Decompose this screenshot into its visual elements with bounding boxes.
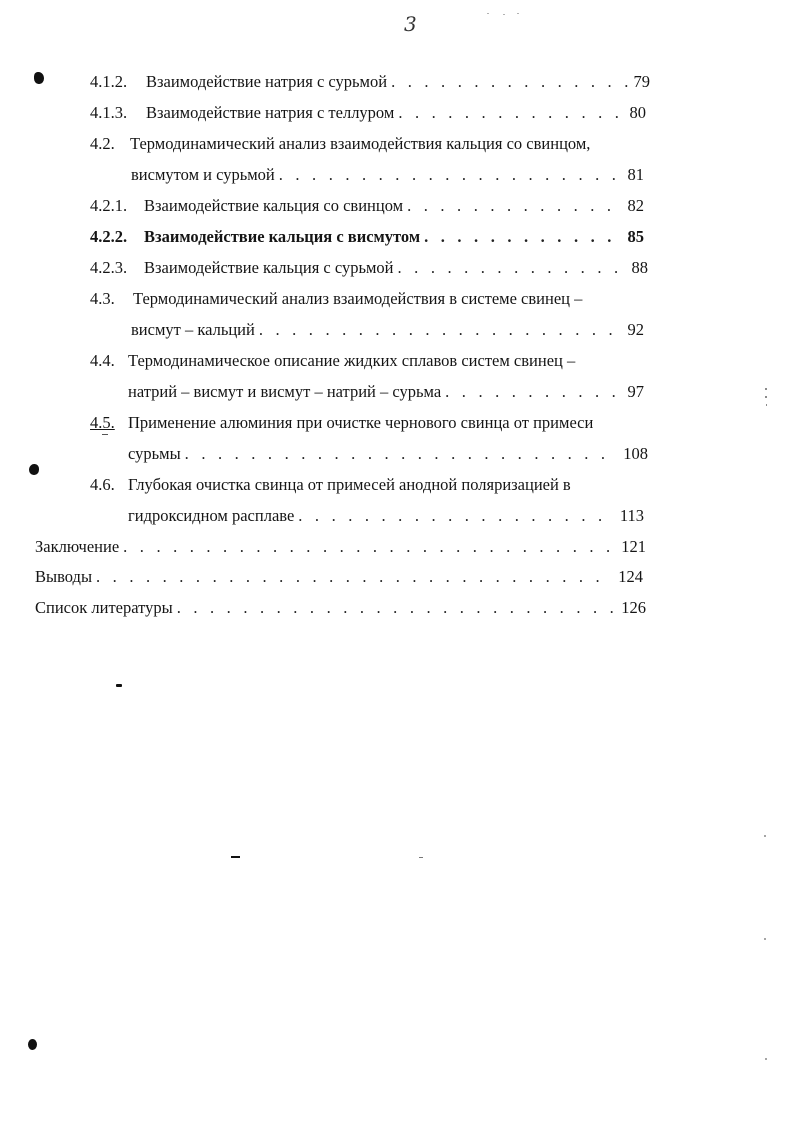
- toc-entry-4-6: [90, 475, 650, 495]
- toc-entry-4-5-continued: [128, 444, 648, 464]
- toc-entry-number: 4.4.: [90, 351, 115, 370]
- dot-leader: [445, 382, 621, 402]
- dot-leader: [298, 506, 614, 526]
- scan-speck: [102, 434, 108, 435]
- scan-speck: [764, 835, 766, 837]
- toc-entry-page: 126: [621, 598, 646, 617]
- toc-entry-references: [35, 598, 646, 618]
- toc-entry-page: 97: [627, 382, 644, 401]
- toc-entry-page: 85: [627, 227, 644, 246]
- toc-entry-page: 88: [631, 258, 648, 277]
- toc-entry-4-5: [90, 413, 650, 433]
- toc-entry-4-2-continued: [131, 165, 644, 185]
- toc-entry-title-continued: натрий – висмут и висмут – натрий – сурьма: [128, 382, 442, 401]
- scan-speck: [765, 1058, 767, 1060]
- toc-entry-page: 108: [623, 444, 648, 463]
- scan-speck: [765, 396, 767, 398]
- toc-entry-title-continued: висмутом и сурьмой: [131, 165, 275, 184]
- punch-hole-mark: [29, 464, 39, 475]
- scan-speck: [231, 856, 240, 858]
- scan-speck: [487, 13, 489, 14]
- toc-entry-4-3-continued: [131, 320, 644, 340]
- toc-entry-title: Глубокая очистка свинца от примесей анодной поляризацией в: [128, 475, 571, 494]
- toc-entry-page: 92: [627, 320, 644, 339]
- toc-entry-title: Термодинамический анализ взаимодействия в системе свинец –: [133, 289, 583, 308]
- toc-entry-title-continued: гидроксидном расплаве: [128, 506, 295, 525]
- toc-entry-findings: [35, 567, 643, 587]
- toc-entry-4-4: [90, 351, 650, 371]
- toc-entry-4-1-3: [90, 103, 646, 123]
- toc-entry-4-3: [90, 289, 650, 309]
- punch-hole-mark: [34, 72, 44, 84]
- toc-entry-4-2-3: [90, 258, 648, 278]
- toc-entry-title: Взаимодействие кальция со свинцом: [144, 196, 404, 215]
- dot-leader: [279, 165, 622, 185]
- scan-speck: [765, 388, 767, 390]
- toc-entry-4-4-continued: [128, 382, 644, 402]
- toc-entry-title: Заключение: [35, 537, 120, 556]
- dot-leader: [398, 103, 623, 123]
- scan-speck: [419, 857, 423, 858]
- toc-entry-title: Список литературы: [35, 598, 173, 617]
- scan-speck: [116, 684, 122, 687]
- toc-entry-page: 124: [618, 567, 643, 586]
- toc-entry-number: 4.3.: [90, 289, 115, 308]
- toc-entry-4-2-1: [90, 196, 644, 216]
- toc-entry-number: 4.2.1.: [90, 196, 128, 215]
- toc-entry-title: Взаимодействие натрия с теллуром: [146, 103, 395, 122]
- dot-leader: [123, 537, 615, 557]
- page-number: 3: [404, 12, 417, 36]
- toc-entry-number: 4.1.2.: [90, 72, 128, 91]
- toc-entry-4-6-continued: [128, 506, 644, 526]
- dot-leader: [407, 196, 621, 216]
- toc-entry-page: 121: [621, 537, 646, 556]
- toc-entry-number: 4.6.: [90, 475, 115, 494]
- toc-entry-page: 80: [629, 103, 646, 122]
- toc-entry-number: 4.1.3.: [90, 103, 128, 122]
- scan-speck: [766, 404, 767, 406]
- toc-entry-number: 4.2.2.: [90, 227, 128, 246]
- toc-entry-title: Применение алюминия при очистке чернового свинца от примеси: [128, 413, 594, 432]
- toc-entry-title: Взаимодействие кальция с сурьмой: [144, 258, 394, 277]
- toc-entry-number: 4.5.: [90, 413, 115, 432]
- toc-entry-page: 79: [633, 72, 650, 91]
- toc-entry-number: 4.2.: [90, 134, 115, 153]
- scan-speck: [517, 13, 519, 14]
- toc-entry-title: Термодинамическое описание жидких сплавов систем свинец –: [128, 351, 576, 370]
- dot-leader: [424, 227, 621, 247]
- dot-leader: [96, 567, 612, 587]
- dot-leader: [185, 444, 618, 464]
- dot-leader: [177, 598, 616, 618]
- toc-entry-title: Взаимодействие кальция с висмутом: [144, 227, 421, 246]
- toc-entry-conclusion: [35, 537, 646, 557]
- punch-hole-mark: [28, 1039, 37, 1050]
- scan-speck: [764, 938, 766, 940]
- toc-entry-title: Взаимодействие натрия с сурьмой: [146, 72, 388, 91]
- toc-entry-4-2: [90, 134, 650, 154]
- toc-entry-title: Термодинамический анализ взаимодействия кальция со свинцом,: [130, 134, 591, 153]
- toc-entry-4-1-2: [90, 72, 650, 92]
- toc-entry-number: 4.2.3.: [90, 258, 128, 277]
- toc-entry-title-continued: висмут – кальций: [131, 320, 255, 339]
- toc-entry-title-continued: сурьмы: [128, 444, 181, 463]
- toc-entry-4-2-2: [90, 227, 644, 247]
- toc-entry-page: 113: [619, 506, 644, 525]
- dot-leader: [391, 72, 627, 92]
- toc-entry-page: 81: [627, 165, 644, 184]
- scan-speck: [503, 14, 505, 15]
- dot-leader: [398, 258, 626, 278]
- toc-entry-page: 82: [627, 196, 644, 215]
- dot-leader: [259, 320, 622, 340]
- toc-entry-title: Выводы: [35, 567, 93, 586]
